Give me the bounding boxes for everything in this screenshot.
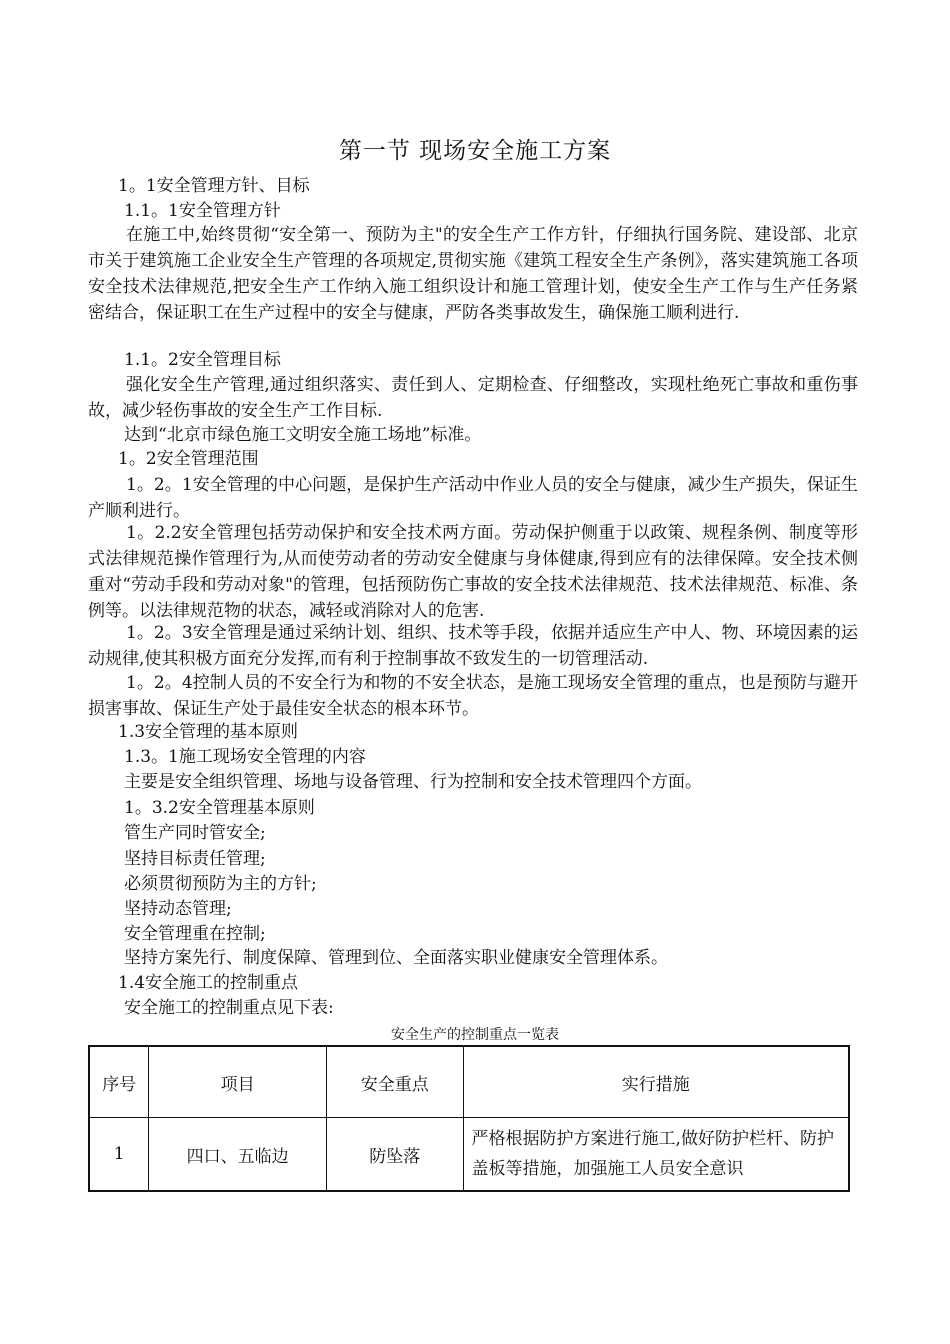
list-item: 必须贯彻预防为主的方针; (124, 874, 317, 894)
paragraph-1-2-4: 1。2。4控制人员的不安全行为和物的不安全状态，是施工现场安全管理的重点，也是预防与避开损害事故、保证生产处于最佳安全状态的根本环节。 (88, 673, 858, 719)
paragraph-table-intro: 安全施工的控制重点见下表: (124, 998, 334, 1018)
header-focus: 安全重点 (326, 1046, 463, 1118)
list-item: 坚持动态管理; (124, 899, 232, 919)
paragraph-1-2-2: 1。2.2安全管理包括劳动保护和安全技术两方面。劳动保护侧重于以政策、规程条例、制度等形式法律规范操作管理行为,从而使劳动者的劳动安全健康与身体健康,得到应有的法律保障。安全技术侧重对“劳动手段和劳动对象"的管理，包括预防伤亡事故的安全技术法律规范、技术法律规范、标准、条例等。以法律规范物的状态，减轻或消除对人的危害. (88, 523, 858, 621)
table-header-row (89, 1046, 849, 1118)
subsection-heading-1-1-1: 1.1。1安全管理方针 (124, 201, 281, 221)
subsection-heading-1-3-1: 1.3。1施工现场安全管理的内容 (124, 747, 366, 767)
subsection-heading-1-3-2: 1。3.2安全管理基本原则 (124, 798, 315, 818)
paragraph-content: 主要是安全组织管理、场地与设备管理、行为控制和安全技术管理四个方面。 (124, 772, 702, 792)
page-title: 第一节 现场安全施工方案 (338, 138, 612, 164)
subsection-heading-1-1-2: 1.1。2安全管理目标 (124, 350, 281, 370)
cell-measures: 严格根据防护方案进行施工,做好防护栏杆、防护盖板等措施，加强施工人员安全意识 (463, 1118, 849, 1192)
list-item: 坚持方案先行、制度保障、管理到位、全面落实职业健康安全管理体系。 (124, 948, 668, 968)
paragraph-1-2-1: 1。2。1安全管理的中心问题，是保护生产活动中作业人员的安全与健康，减少生产损失，保证生产顺利进行。 (88, 475, 858, 521)
paragraph-standard: 达到“北京市绿色施工文明安全施工场地”标准。 (124, 425, 482, 445)
section-heading-1-1: 1。1安全管理方针、目标 (118, 176, 310, 196)
header-measures: 实行措施 (463, 1046, 849, 1118)
control-points-table (88, 1045, 850, 1192)
cell-index: 1 (89, 1118, 149, 1192)
list-item: 坚持目标责任管理; (124, 849, 266, 869)
list-item: 安全管理重在控制; (124, 924, 266, 944)
section-heading-1-2: 1。2安全管理范围 (118, 449, 259, 469)
paragraph-1-2-3: 1。2。3安全管理是通过采纳计划、组织、技术等手段，依据并适应生产中人、物、环境因素的运动规律,使其积极方面充分发挥,而有利于控制事故不致发生的一切管理活动. (88, 623, 858, 669)
list-item: 管生产同时管安全; (124, 823, 266, 843)
section-heading-1-4: 1.4安全施工的控制重点 (118, 973, 299, 993)
header-item: 项目 (149, 1046, 327, 1118)
cell-focus: 防坠落 (326, 1118, 463, 1192)
paragraph-goal: 强化安全生产管理,通过组织落实、责任到人、定期检查、仔细整改，实现杜绝死亡事故和重伤事故，减少轻伤事故的安全生产工作目标. (88, 375, 858, 421)
section-heading-1-3: 1.3安全管理的基本原则 (118, 722, 299, 742)
header-index: 序号 (89, 1046, 149, 1118)
paragraph-policy: 在施工中,始终贯彻“安全第一、预防为主"的安全生产工作方针，仔细执行国务院、建设部、北京市关于建筑施工企业安全生产管理的各项规定,贯彻实施《建筑工程安全生产条例》，落实建筑施工各项安全技术法律规范,把安全生产工作纳入施工组织设计和施工管理计划，使安全生产工作与生产任务紧密结合，保证职工在生产过程中的安全与健康，严防各类事故发生，确保施工顺利进行. (88, 225, 858, 323)
table-row (89, 1118, 849, 1192)
cell-item: 四口、五临边 (149, 1118, 327, 1192)
table-caption: 安全生产的控制重点一览表 (391, 1027, 559, 1043)
